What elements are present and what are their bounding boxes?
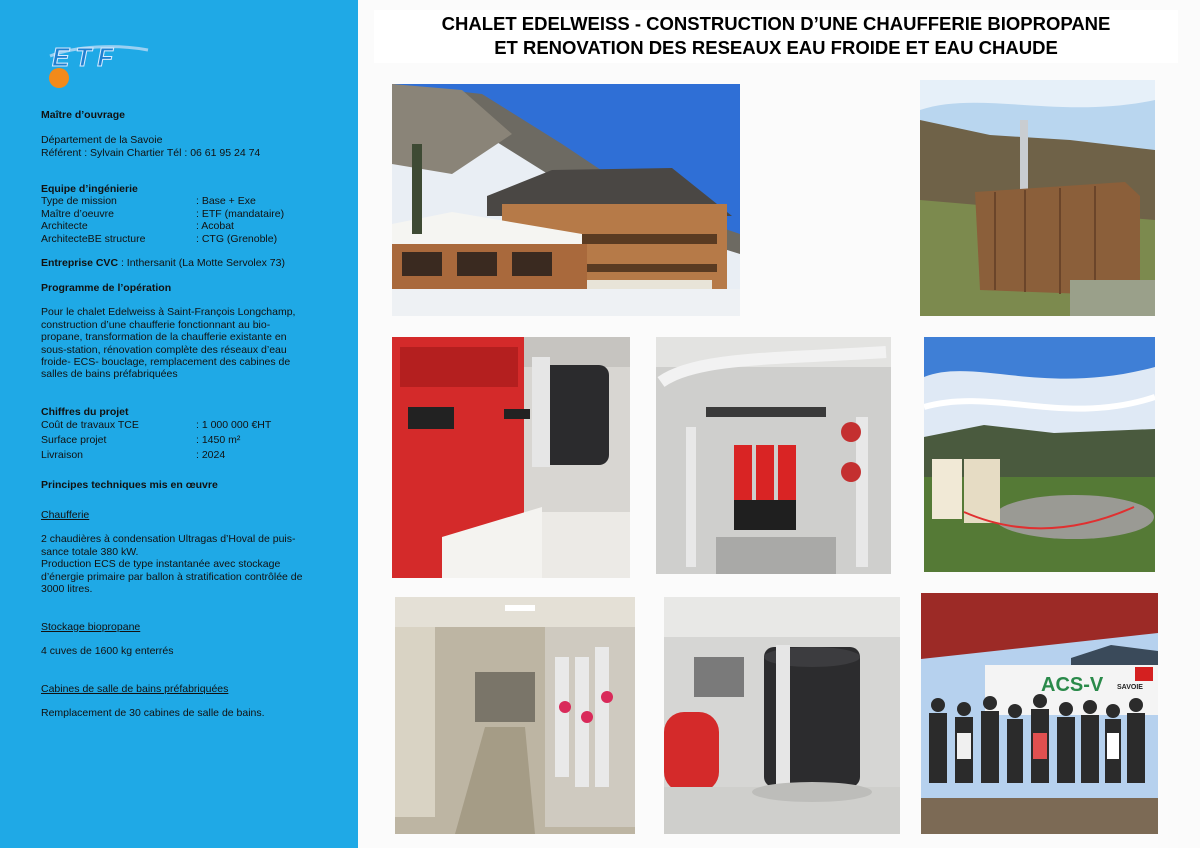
programme-line: propane, transformation de la chaufferie existante en xyxy=(41,331,287,344)
page-title xyxy=(374,10,1178,63)
stockage-heading: Stockage biopropane xyxy=(41,621,141,633)
programme-line: salles de bains préfabriquées xyxy=(41,368,178,381)
stockage-text: 4 cuves de 1600 kg enterrés xyxy=(41,645,174,658)
chaufferie-line: 2 chaudières à condensation Ultragas d’Hoval de puis- xyxy=(41,533,296,546)
photo-propane-tanks xyxy=(924,337,1155,572)
banner-text: ACS-V xyxy=(1041,674,1104,696)
photo-chaufferie-building xyxy=(920,80,1155,316)
programme-line: Pour le chalet Edelweiss à Saint-François Longchamp, xyxy=(41,306,296,319)
info-sidebar xyxy=(0,0,358,848)
photo-pipe-gallery xyxy=(395,597,635,834)
chaufferie-line: 3000 litres. xyxy=(41,583,93,596)
stockage-section xyxy=(41,621,341,658)
chaufferie-heading: Chaufferie xyxy=(41,509,90,521)
maitre-ouvrage-section xyxy=(41,109,341,159)
title-line2: ET RENOVATION DES RESEAUX EAU FROIDE ET EAU CHAUDE xyxy=(494,37,1058,58)
cabines-section xyxy=(41,683,341,720)
chaufferie-line: sance totale 380 kW. xyxy=(41,545,139,558)
chiffres-heading: Chiffres du projet xyxy=(41,406,129,418)
equipe-row: Maître d’oeuvre : ETF (mandataire) xyxy=(41,207,285,220)
photo-chalet-exterior xyxy=(392,84,740,316)
programme-line: sous-station, rénovation complète des réseaux d’eau xyxy=(41,343,287,356)
title-line1: CHALET EDELWEISS - CONSTRUCTION D’UNE CHAUFFERIE BIOPROPANE xyxy=(441,13,1111,34)
chiffres-row: Surface projet : 1450 m² xyxy=(41,434,241,447)
chiffres-row: Coût de travaux TCE : 1 000 000 €HT xyxy=(41,419,272,432)
equipe-row: Type de mission : Base + Exe xyxy=(41,195,256,208)
entreprise-label: Entreprise CVC xyxy=(41,257,119,269)
chaufferie-line: Production ECS de type instantanée avec stockage xyxy=(41,558,281,571)
chiffres-row: Livraison : 2024 xyxy=(41,449,226,462)
equipe-heading: Equipe d’ingénierie xyxy=(41,183,138,195)
chaufferie-line: d’énergie primaire par ballon à stratification contrôlée de xyxy=(41,570,303,583)
programme-heading: Programme de l’opération xyxy=(41,282,172,294)
logo-text: ETF xyxy=(52,42,120,72)
entreprise-line xyxy=(41,257,341,269)
photo-storage-tank xyxy=(664,597,900,834)
equipe-row: Architecte : Acobat xyxy=(41,220,234,233)
programme-section xyxy=(41,282,341,381)
chiffres-section xyxy=(41,406,341,463)
entreprise-value: : Inthersanit (La Motte Servolex 73) xyxy=(118,257,285,269)
programme-line: froide- ECS- bouclage, remplacement des cabines de xyxy=(41,356,291,369)
maitre-ouvrage-heading: Maître d’ouvrage xyxy=(41,109,126,121)
maitre-ouvrage-line2: Référent : Sylvain Chartier Tél : 06 61 95 24 74 xyxy=(41,146,261,159)
photo-hydraulic-manifold xyxy=(656,337,891,574)
etf-logo xyxy=(46,38,150,96)
programme-line: construction d’une chaufferie fonctionnant au bio- xyxy=(41,318,271,331)
photo-inauguration-group xyxy=(921,593,1158,834)
cabines-text: Remplacement de 30 cabines de salle de bains. xyxy=(41,707,265,720)
cabines-heading: Cabines de salle de bains préfabriquées xyxy=(41,683,229,695)
banner-side-text: SAVOIE xyxy=(1117,684,1143,691)
chaufferie-section xyxy=(41,509,341,595)
principes-heading: Principes techniques mis en œuvre xyxy=(41,479,218,491)
equipe-section xyxy=(41,183,341,245)
equipe-row: ArchitecteBE structure : CTG (Grenoble) xyxy=(41,232,278,245)
photo-red-boiler xyxy=(392,337,630,578)
maitre-ouvrage-line1: Département de la Savoie xyxy=(41,134,163,147)
